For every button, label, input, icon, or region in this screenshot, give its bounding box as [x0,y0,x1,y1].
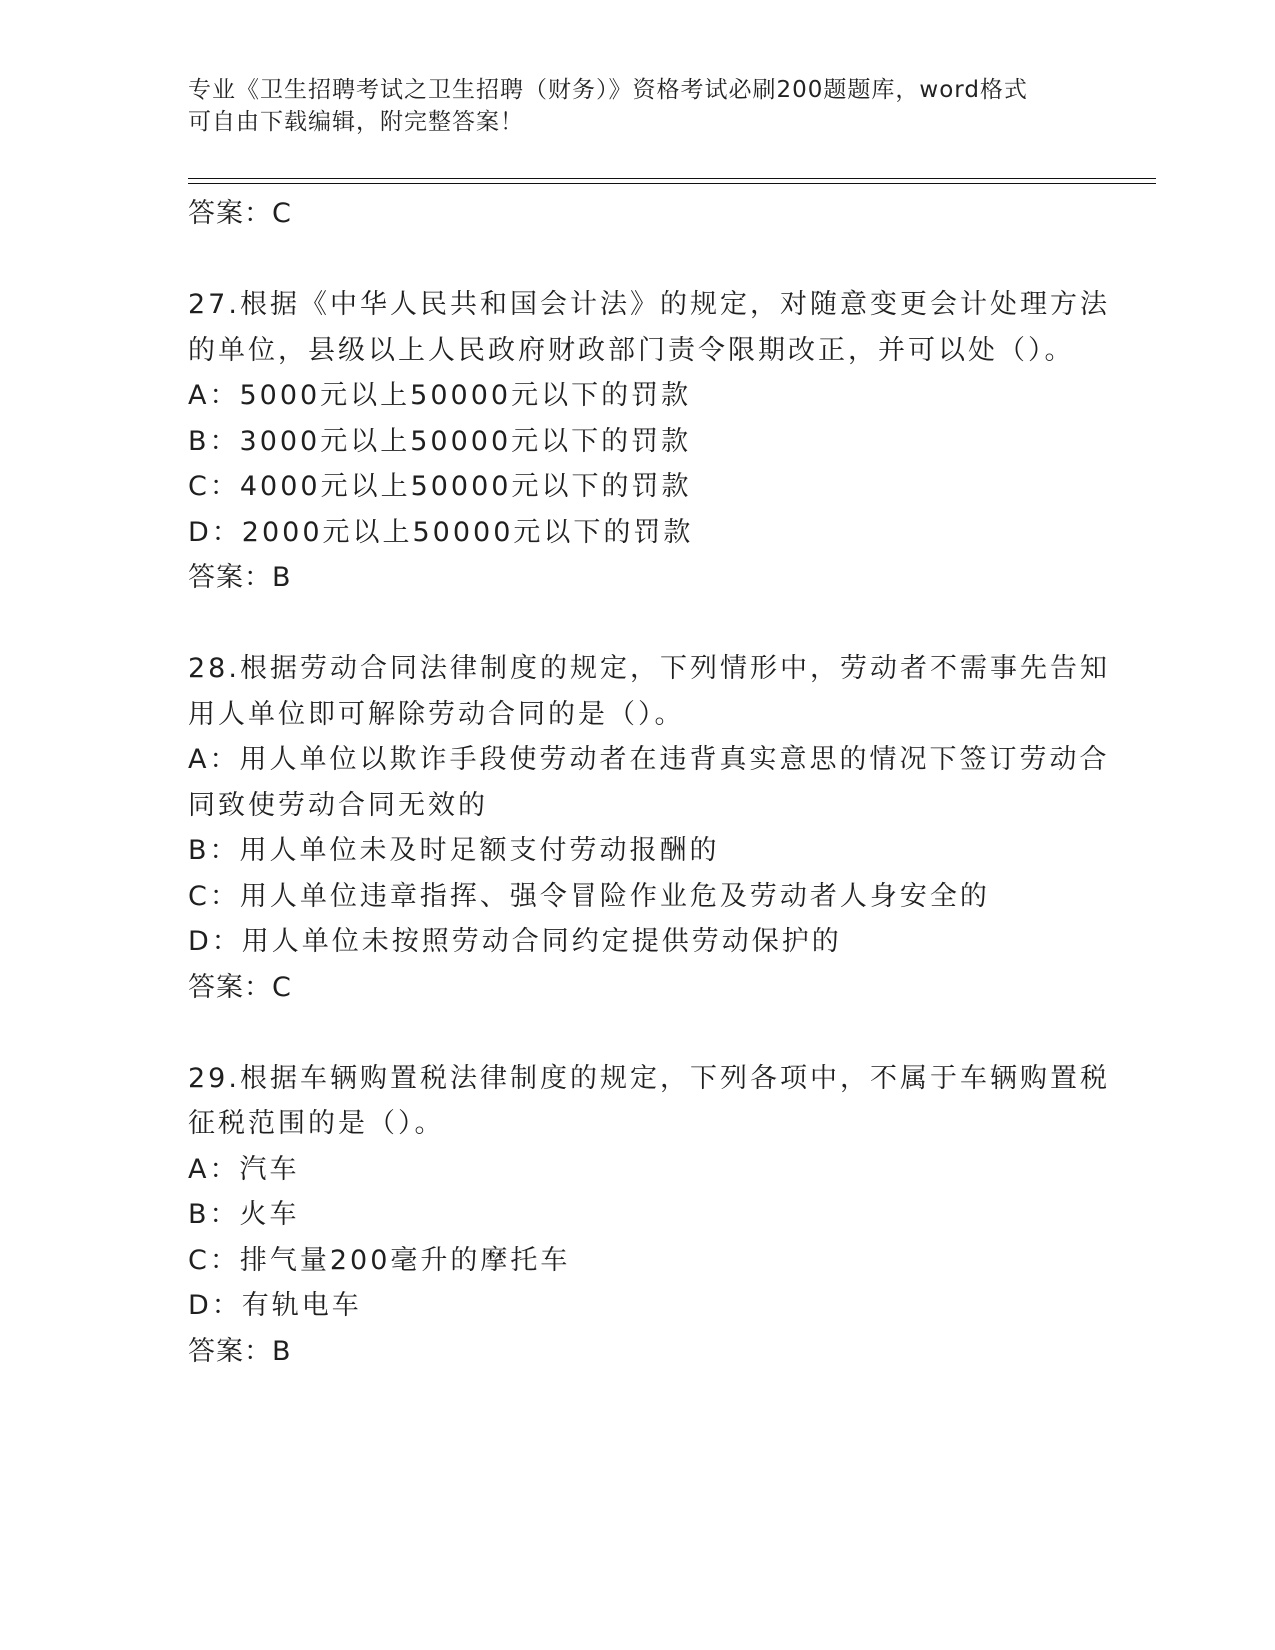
answer: 答案：B [188,562,292,593]
question-stem-line: 用人单位即可解除劳动合同的是（）。 [188,698,685,730]
option-c: C：用人单位违章指挥、强令冒险作业危及劳动者人身安全的 [188,880,990,912]
option-b: B：3000元以上50000元以下的罚款 [188,425,692,457]
answer: 答案：B [188,1335,292,1367]
option-b: B：火车 [188,1199,300,1230]
header-divider-top [188,178,1156,179]
question-stem-line: 27.根据《中华人民共和国会计法》的规定，对随意变更会计处理方法 [188,289,1110,320]
option-a-continued: 同致使劳动合同无效的 [188,789,488,821]
answer: 答案：C [188,971,292,1003]
document-header [188,74,1068,138]
option-a: A：用人单位以欺诈手段使劳动者在违背真实意思的情况下签订劳动合 [188,744,1110,775]
question-27 [188,282,1110,601]
spacer [188,237,1088,283]
previous-answer: 答案：C [188,198,292,229]
question-stem-line: 的单位，县级以上人民政府财政部门责令限期改正，并可以处（）。 [188,334,1075,366]
spacer [188,1010,1088,1056]
spacer [188,601,1088,647]
header-line-1: 专业《卫生招聘考试之卫生招聘（财务）》资格考试必刷200题题库，word格式 [188,77,1028,103]
header-line-2: 可自由下载编辑，附完整答案！ [188,109,524,135]
question-29 [188,1056,1110,1375]
option-b: B：用人单位未及时足额支付劳动报酬的 [188,835,720,866]
option-d: D：2000元以上50000元以下的罚款 [188,516,694,548]
question-28 [188,646,1110,1010]
option-c: C：4000元以上50000元以下的罚款 [188,471,692,502]
question-stem-line: 征税范围的是（）。 [188,1108,445,1139]
option-a: A：汽车 [188,1153,300,1185]
option-d: D：用人单位未按照劳动合同约定提供劳动保护的 [188,926,842,957]
option-c: C：排气量200毫升的摩托车 [188,1244,571,1276]
option-d: D：有轨电车 [188,1290,362,1321]
header-divider-bottom [188,183,1156,184]
option-a: A：5000元以上50000元以下的罚款 [188,380,692,411]
question-stem-line: 29.根据车辆购置税法律制度的规定，下列各项中，不属于车辆购置税 [188,1062,1110,1094]
question-stem-line: 28.根据劳动合同法律制度的规定，下列情形中，劳动者不需事先告知 [188,653,1110,684]
question-list [188,191,1110,1374]
